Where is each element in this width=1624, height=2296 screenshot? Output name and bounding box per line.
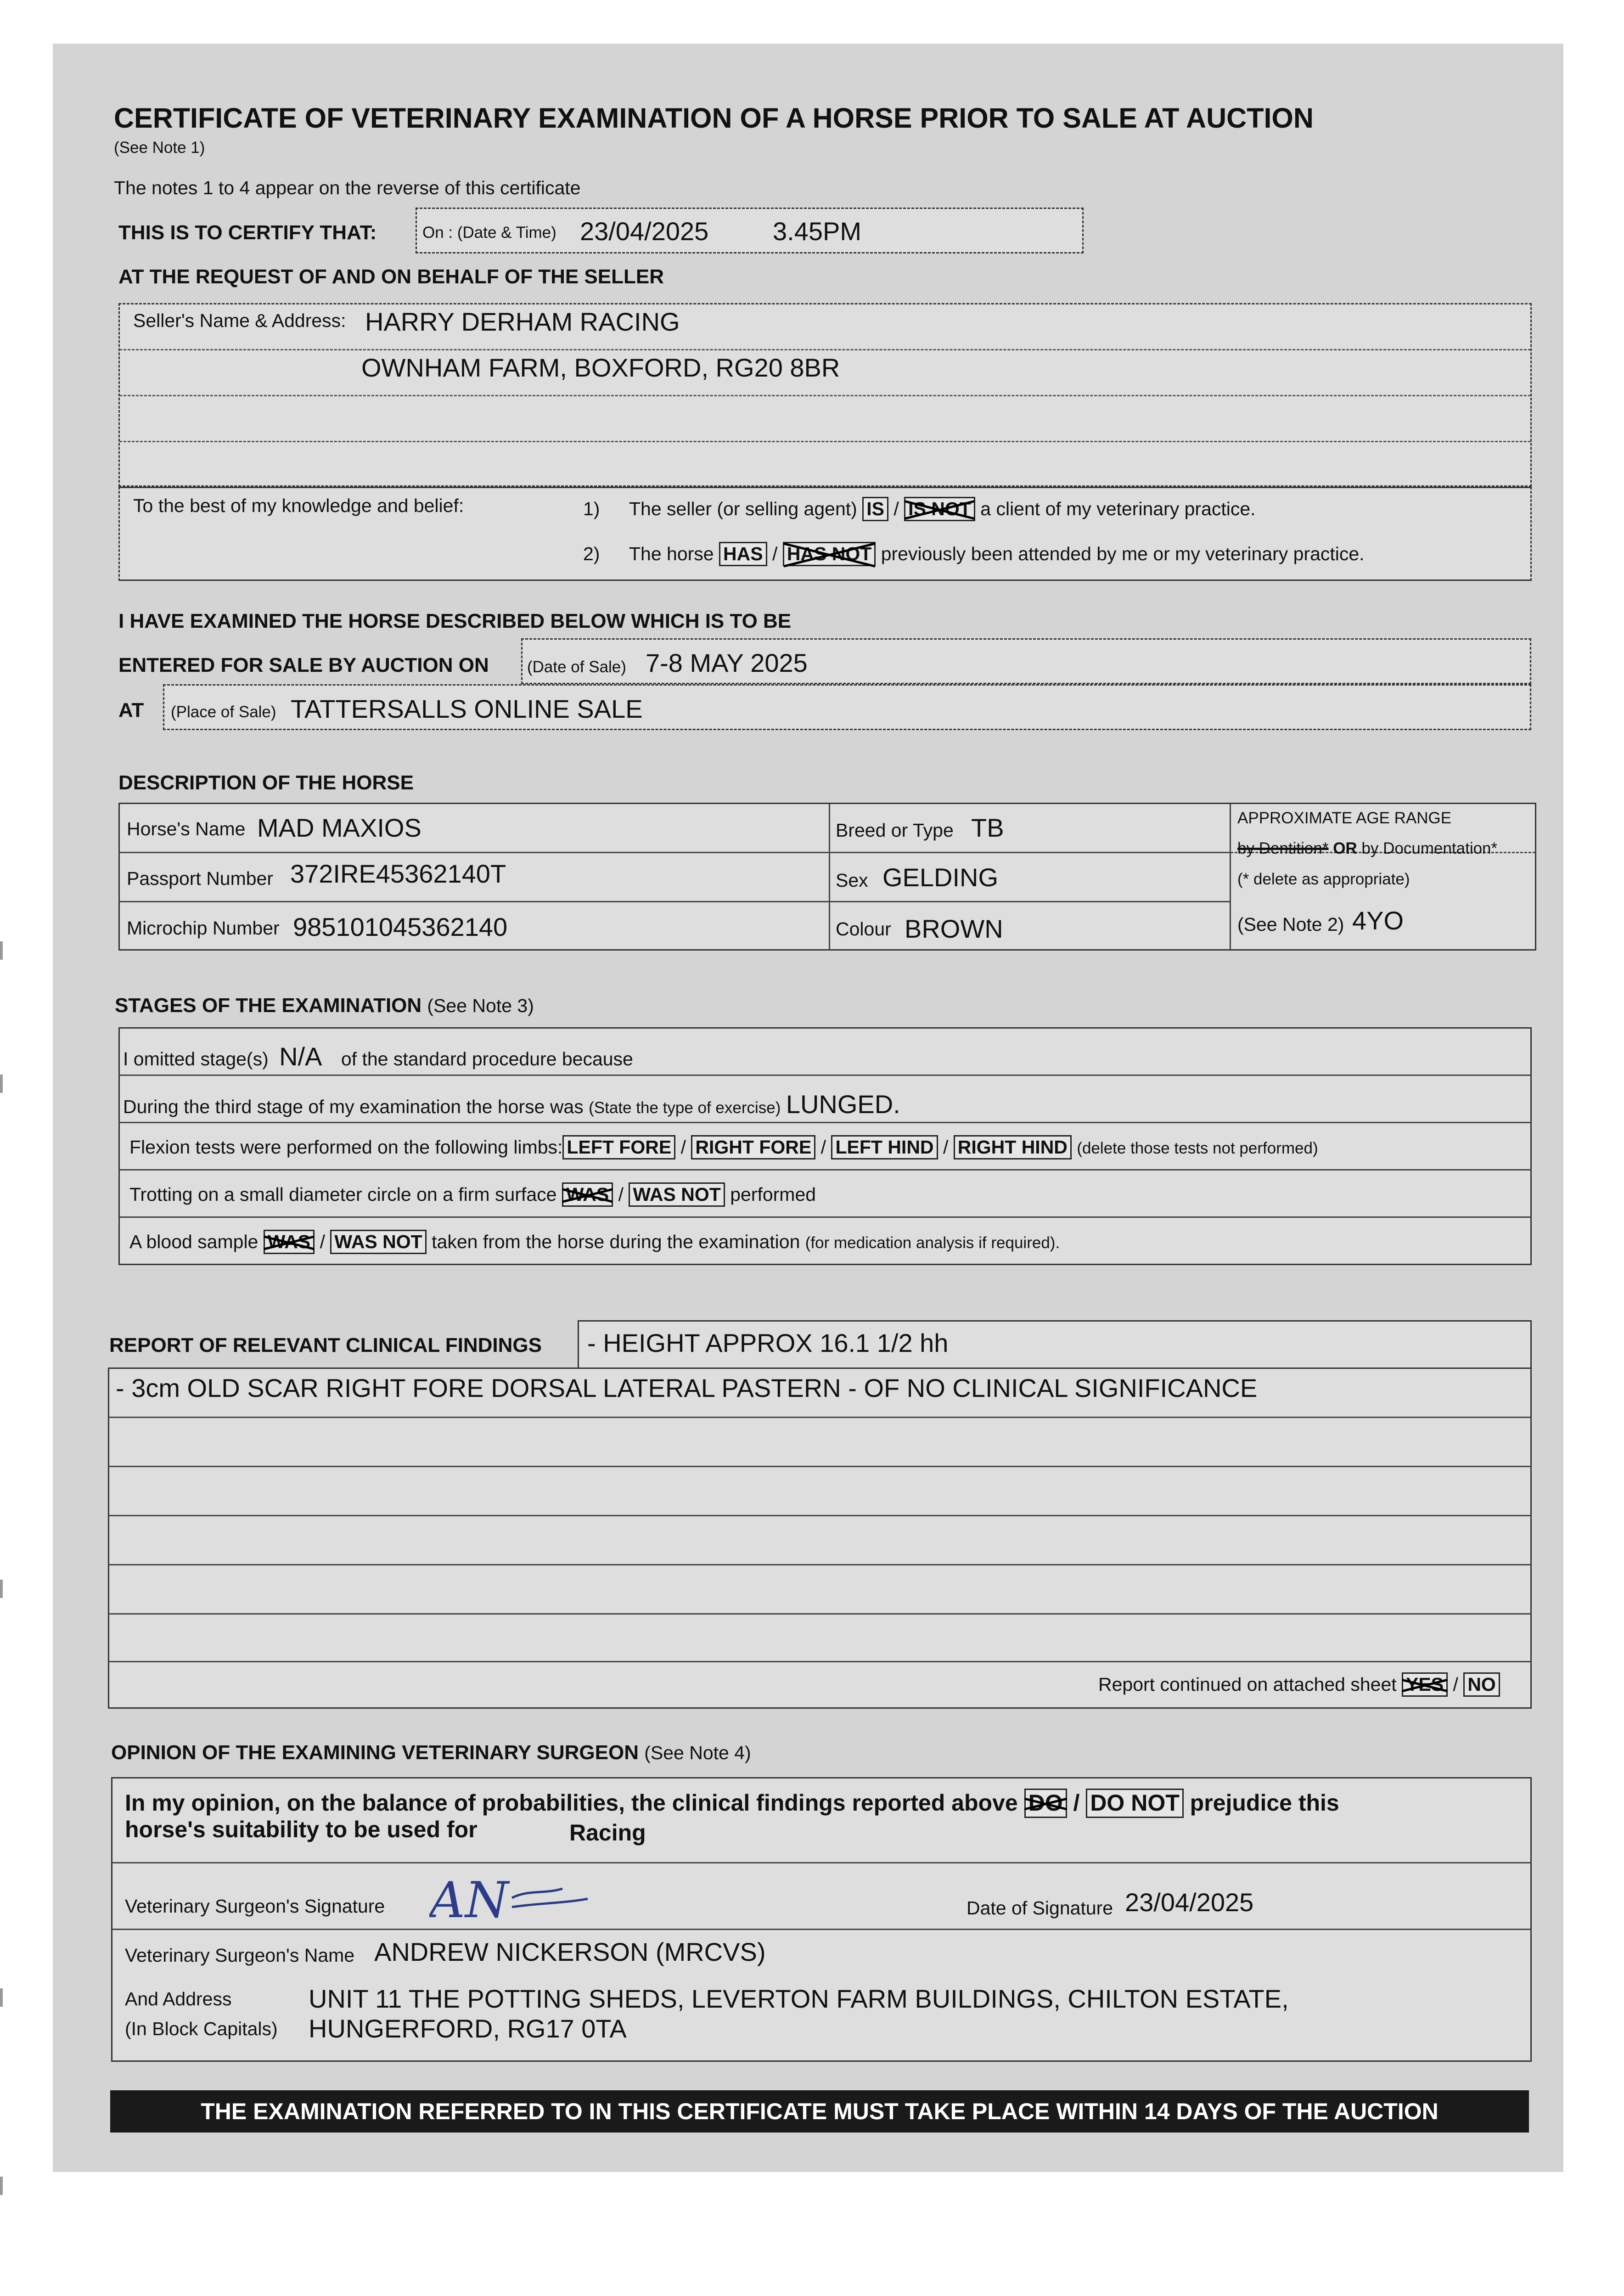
has-option: HAS <box>719 542 767 566</box>
blood-post: taken from the horse during the examination <box>432 1231 800 1252</box>
fourteen-days-banner: THE EXAMINATION REFERRED TO IN THIS CERTIFICATE MUST TAKE PLACE WITHIN 14 DAYS OF THE AUCTION <box>110 2090 1529 2133</box>
stages-heading-text: STAGES OF THE EXAMINATION <box>115 994 422 1017</box>
third-stage-label: During the third stage of my examination the horse was <box>123 1096 584 1117</box>
report-continued-row <box>1098 1672 1500 1697</box>
opinion-text-1: In my opinion, on the balance of probabilities, the clinical findings reported above <box>125 1790 1018 1816</box>
is-not-option-struck: IS NOT <box>904 497 975 521</box>
vet-name-label: Veterinary Surgeon's Name <box>125 1945 355 1966</box>
separator: / <box>1073 1790 1080 1816</box>
colour-value: BROWN <box>905 914 1003 943</box>
flexion-post: (delete those tests not performed) <box>1077 1139 1318 1157</box>
separator: / <box>1453 1674 1458 1695</box>
sale-date: 7-8 MAY 2025 <box>646 648 808 677</box>
scan-margin-mark <box>0 1075 3 1093</box>
third-stage-value: LUNGED. <box>786 1090 900 1119</box>
scan-margin-mark <box>0 2177 3 2195</box>
vet-name: ANDREW NICKERSON (MRCVS) <box>374 1937 766 1966</box>
flexion-label: Flexion tests were performed on the following limbs: <box>129 1137 563 1158</box>
third-stage-small: (State the type of exercise) <box>589 1099 781 1117</box>
opinion-heading-note: (See Note 4) <box>644 1742 751 1763</box>
breed-value: TB <box>971 813 1004 842</box>
do-not-option: DO NOT <box>1086 1789 1183 1818</box>
omit-label: I omitted stage(s) <box>123 1048 269 1069</box>
seller-heading: AT THE REQUEST OF AND ON BEHALF OF THE SELLER <box>118 265 664 288</box>
is-option: IS <box>862 497 888 521</box>
omit-value: N/A <box>279 1042 322 1071</box>
microchip-number: 985101045362140 <box>293 912 508 941</box>
report-first-line-box <box>578 1320 1532 1369</box>
scan-margin-mark <box>0 941 3 960</box>
scan-margin-mark <box>0 1580 3 1598</box>
trotting-post: performed <box>730 1184 816 1205</box>
certify-date: 23/04/2025 <box>580 217 709 246</box>
item2-text: The horse <box>629 543 714 564</box>
report-box <box>108 1367 1532 1709</box>
opinion-heading <box>111 1741 751 1764</box>
date-of-signature: 23/04/2025 <box>1125 1888 1254 1917</box>
stages-heading <box>115 994 534 1017</box>
blood-label: A blood sample <box>129 1231 258 1252</box>
horse-attended-statement <box>629 542 1365 566</box>
at-label: AT <box>118 699 144 721</box>
seller-name: HARRY DERHAM RACING <box>365 307 680 336</box>
blood-small: (for medication analysis if required). <box>805 1234 1060 1252</box>
signature-initials: AN <box>429 1872 509 1926</box>
item2-number: 2) <box>583 543 600 564</box>
report-continued-label: Report continued on attached sheet <box>1098 1674 1397 1695</box>
on-date-time-label: On : (Date & Time) <box>422 224 556 242</box>
trotting-label: Trotting on a small diameter circle on a firm surface <box>129 1184 557 1205</box>
third-stage-row <box>123 1089 900 1119</box>
signature-label: Veterinary Surgeon's Signature <box>125 1896 385 1917</box>
item1-post: a client of my veterinary practice. <box>980 498 1256 519</box>
seller-client-statement <box>629 497 1256 521</box>
scan-margin-mark <box>0 1988 3 2007</box>
age-range-heading: APPROXIMATE AGE RANGE <box>1237 809 1452 827</box>
seller-address: OWNHAM FARM, BOXFORD, RG20 8BR <box>361 353 840 382</box>
opinion-text-2: horse's suitability to be used for <box>125 1817 478 1842</box>
item2-post: previously been attended by me or my veterinary practice. <box>881 543 1365 564</box>
separator: / <box>943 1137 949 1158</box>
opinion-text-1-post: prejudice this <box>1190 1790 1339 1816</box>
address-label: And Address <box>125 1988 232 2009</box>
microchip-label: Microchip Number <box>127 917 280 939</box>
trot-was-not-option: WAS NOT <box>629 1182 725 1207</box>
age-delete-note: (* delete as appropriate) <box>1237 870 1410 888</box>
separator: / <box>893 498 899 519</box>
flexion-row <box>129 1135 1318 1159</box>
see-note-1: (See Note 1) <box>114 139 205 157</box>
belief-label: To the best of my knowledge and belief: <box>133 495 464 516</box>
item1-text: The seller (or selling agent) <box>629 498 857 519</box>
right-fore-option: RIGHT FORE <box>691 1135 815 1159</box>
age-see-note: (See Note 2) <box>1237 914 1344 935</box>
age-documentation: by Documentation* <box>1361 839 1498 857</box>
stages-heading-note: (See Note 3) <box>427 995 534 1016</box>
sale-place-box <box>163 684 1531 730</box>
seller-name-label: Seller's Name & Address: <box>133 310 346 331</box>
continued-yes-struck: YES <box>1402 1672 1448 1697</box>
sex-value: GELDING <box>882 863 999 892</box>
address-block-capitals-label: (In Block Capitals) <box>125 2018 278 2039</box>
signature-flourish-2 <box>512 1899 588 1907</box>
notes-line: The notes 1 to 4 appear on the reverse of this certificate <box>114 177 581 198</box>
separator: / <box>618 1184 624 1205</box>
horse-name-label: Horse's Name <box>127 818 246 839</box>
item1-number: 1) <box>583 498 600 519</box>
blood-was-not-option: WAS NOT <box>330 1230 426 1254</box>
opinion-statement-line1 <box>125 1789 1339 1818</box>
left-fore-option: LEFT FORE <box>562 1135 675 1159</box>
age-value: 4YO <box>1352 906 1404 935</box>
opinion-purpose: Racing <box>569 1820 646 1846</box>
age-method <box>1237 839 1497 858</box>
passport-number: 372IRE45362140T <box>290 859 506 888</box>
separator: / <box>320 1231 325 1252</box>
omitted-stage-row <box>123 1041 633 1071</box>
breed-label: Breed or Type <box>836 820 954 841</box>
vet-address-line-1: UNIT 11 THE POTTING SHEDS, LEVERTON FARM BUILDINGS, CHILTON ESTATE, <box>309 1984 1289 2013</box>
certificate-title: CERTIFICATE OF VETERINARY EXAMINATION OF A HORSE PRIOR TO SALE AT AUCTION <box>114 102 1314 134</box>
blood-was-option-struck: WAS <box>264 1230 315 1254</box>
sale-place: TATTERSALLS ONLINE SALE <box>291 694 643 723</box>
age-or: OR <box>1333 839 1357 857</box>
do-option-struck: DO <box>1024 1789 1067 1818</box>
certify-label: THIS IS TO CERTIFY THAT: <box>118 221 377 244</box>
blood-sample-row <box>129 1230 1060 1254</box>
right-hind-option: RIGHT HIND <box>954 1135 1072 1159</box>
omit-post: of the standard procedure because <box>341 1048 633 1069</box>
vet-address-line-2: HUNGERFORD, RG17 0TA <box>309 2014 627 2043</box>
separator: / <box>820 1137 826 1158</box>
colour-label: Colour <box>836 918 891 940</box>
left-hind-option: LEFT HIND <box>831 1135 938 1159</box>
sale-date-box <box>521 638 1531 684</box>
examined-heading: I HAVE EXAMINED THE HORSE DESCRIBED BELOW WHICH IS TO BE <box>118 610 792 632</box>
horse-name: MAD MAXIOS <box>257 813 421 842</box>
place-label: (Place of Sale) <box>171 703 276 721</box>
handwritten-signature <box>429 1871 595 1926</box>
report-line-2: - 3cm OLD SCAR RIGHT FORE DORSAL LATERAL PASTERN - OF NO CLINICAL SIGNIFICANCE <box>116 1373 1258 1402</box>
separator: / <box>772 543 778 564</box>
trot-was-option-struck: WAS <box>562 1182 613 1207</box>
signature-mark <box>429 1871 595 1926</box>
signature-flourish-1 <box>512 1889 562 1898</box>
has-not-option-struck: HAS NOT <box>783 542 876 566</box>
description-heading: DESCRIPTION OF THE HORSE <box>118 771 414 794</box>
trotting-row <box>129 1182 816 1207</box>
separator: / <box>680 1137 686 1158</box>
report-line-1: - HEIGHT APPROX 16.1 1/2 hh <box>587 1328 949 1357</box>
sale-date-label: (Date of Sale) <box>527 658 626 676</box>
certify-time: 3.45PM <box>773 217 861 246</box>
report-heading: REPORT OF RELEVANT CLINICAL FINDINGS <box>109 1334 542 1356</box>
passport-label: Passport Number <box>127 868 274 889</box>
entered-for-sale-heading: ENTERED FOR SALE BY AUCTION ON <box>118 654 489 676</box>
continued-no-option: NO <box>1463 1672 1500 1697</box>
date-of-signature-label: Date of Signature <box>967 1897 1113 1919</box>
sex-label: Sex <box>836 870 868 891</box>
opinion-heading-text: OPINION OF THE EXAMINING VETERINARY SURGEON <box>111 1741 639 1764</box>
age-dentition-struck: by Dentition* <box>1237 839 1329 857</box>
certify-datetime-box <box>416 208 1084 253</box>
